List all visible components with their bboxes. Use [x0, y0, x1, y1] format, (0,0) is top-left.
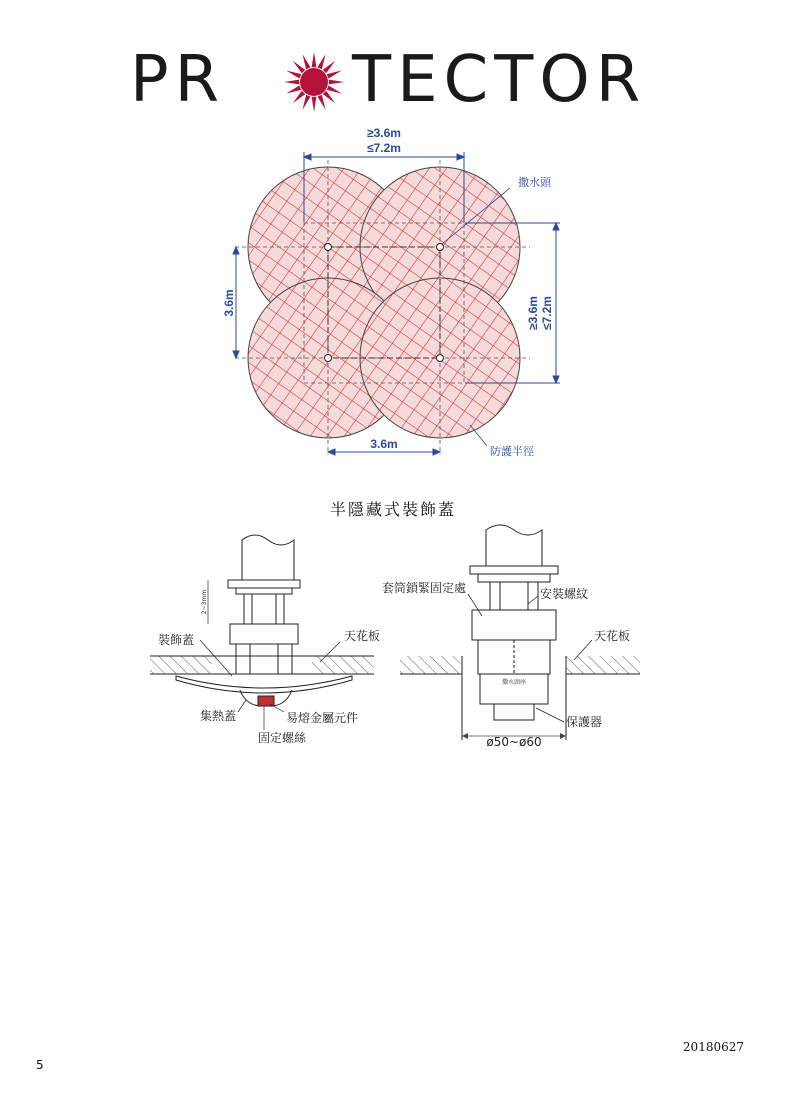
sun-ray [303, 95, 311, 110]
radius-callout: 防護半徑 [490, 445, 534, 458]
sun-ray [312, 52, 317, 67]
sun-ray [286, 71, 301, 79]
sun-ray [284, 80, 299, 85]
coverage-circles [248, 167, 520, 438]
sun-ray [293, 61, 305, 73]
logo-text-right: TECTOR [352, 43, 647, 117]
thread-label: 安裝螺紋 [540, 587, 589, 601]
sun-ray [293, 91, 305, 103]
page-number: 5 [36, 1058, 44, 1072]
bottom-dim: 3.6m [370, 437, 398, 451]
sprinkler-head [437, 244, 444, 251]
fixing-screw-label: 固定螺絲 [258, 731, 307, 745]
sprinkler-head [325, 355, 332, 362]
ceiling-label-right: 天花板 [594, 629, 631, 643]
left-install-drawing [150, 535, 374, 706]
sun-emblem-icon [282, 50, 346, 114]
sun-ray [327, 85, 342, 93]
protector-label: 保護器 [566, 715, 603, 729]
sun-ray [323, 61, 335, 73]
sun-ray [323, 91, 335, 103]
seat-small-label: 撒水頭座 [501, 679, 527, 686]
sprinkler-head [325, 244, 332, 251]
right-dim-min: ≥3.6m [526, 296, 540, 330]
ceiling-label-left: 天花板 [344, 629, 381, 643]
fusible-element-label: 易熔金屬元件 [286, 711, 359, 725]
coverage-diagram [200, 120, 580, 465]
sun-ray [286, 85, 301, 93]
cover-label: 裝飾蓋 [158, 633, 195, 647]
sun-ray [312, 97, 317, 112]
logo-text-left: PR [130, 43, 226, 117]
sleeve-lock-label: 套筒鎖緊固定處 [382, 581, 467, 595]
sprinkler-callout: 撒水頭 [518, 176, 551, 189]
protector-logo [130, 40, 660, 120]
right-dim-max: ≤7.2m [540, 296, 554, 330]
sun-ray [329, 80, 344, 85]
document-date: 20180627 [682, 1040, 744, 1054]
sprinkler-head [437, 355, 444, 362]
section-title: 半隱藏式裝飾蓋 [329, 500, 456, 519]
left-dim: 3.6m [222, 289, 236, 317]
sun-ray [317, 95, 325, 110]
sun-ray [317, 54, 325, 69]
top-dim-min: ≥3.6m [367, 126, 401, 140]
gap-dim: 2~3mm [201, 589, 208, 615]
sun-ray [327, 71, 342, 79]
sun-ray [303, 54, 311, 69]
heat-collector-label: 集熱蓋 [200, 709, 237, 723]
top-dim-max: ≤7.2m [367, 141, 401, 155]
diameter-label: ø50~ø60 [486, 735, 542, 749]
installation-drawings [140, 520, 640, 750]
